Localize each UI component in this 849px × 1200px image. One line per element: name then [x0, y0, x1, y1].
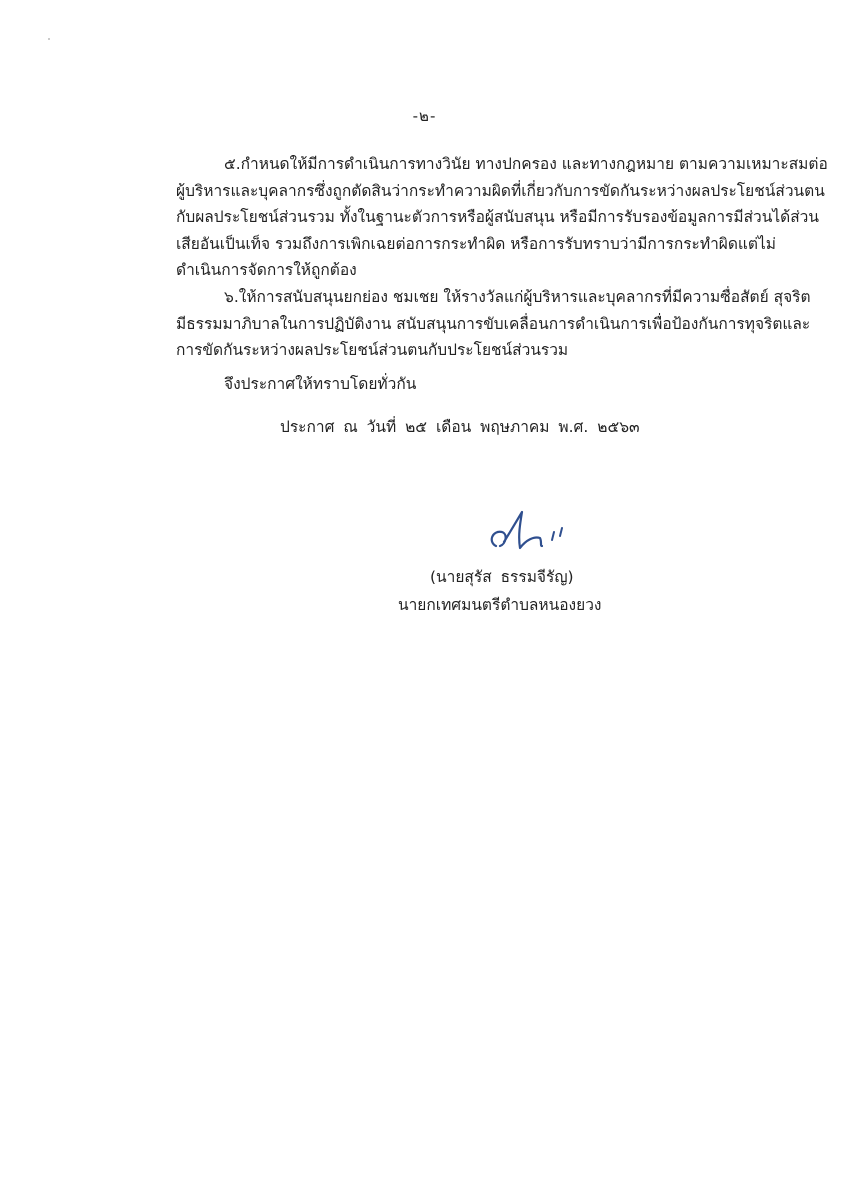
clause-5 [176, 151, 828, 284]
clause-5-line: ผู้บริหารและบุคลากรซึ่งถูกตัดสินว่ากระทำความผิดที่เกี่ยวกับการขัดกันระหว่างผลประโยชน์ส่วนตน [176, 181, 825, 200]
signature-tick [552, 532, 554, 540]
clause-6-line: มีธรรมมาภิบาลในการปฏิบัติงาน สนับสนุนการขับเคลื่อนการดำเนินการเพื่อป้องกันการทุจริตและ [176, 314, 811, 333]
clause-5-line: ดำเนินการจัดการให้ถูกต้อง [176, 261, 357, 279]
clause-6-line: ๖.ให้การสนับสนุนยกย่อง ชมเชย ให้รางวัลแก่ผู้บริหารและบุคลากรที่มีความซื่อสัตย์ สุจริต [224, 288, 811, 306]
scan-speck [48, 38, 50, 40]
page-number: -๒- [412, 107, 437, 125]
signer-name: (นายสุรัส ธรรมจีรัญ) [430, 568, 574, 586]
signer-title: นายกเทศมนตรีตำบลหนองยวง [398, 596, 602, 614]
signature-mark [482, 502, 572, 562]
clause-5-line: ๕.กำหนดให้มีการดำเนินการทางวินัย ทางปกครอง และทางกฎหมาย ตามความเหมาะสมต่อ [224, 155, 828, 173]
closing-statement: จึงประกาศให้ทราบโดยทั่วกัน [224, 375, 417, 393]
clause-6-line: การขัดกันระหว่างผลประโยชน์ส่วนตนกับประโยชน์ส่วนรวม [176, 341, 569, 359]
signature-stroke [492, 512, 542, 548]
signature-tick [560, 528, 562, 536]
clause-6 [176, 284, 811, 364]
clause-5-line: กับผลประโยชน์ส่วนรวม ทั้งในฐานะตัวการหรือผู้สนับสนุน หรือมีการรับรองข้อมูลการมีส่วนได้ส่วน [176, 208, 819, 226]
announcement-date: ประกาศ ณ วันที่ ๒๕ เดือน พฤษภาคม พ.ศ. ๒๕๖๓ [280, 418, 640, 436]
clause-5-line: เสียอันเป็นเท็จ รวมถึงการเพิกเฉยต่อการกระทำผิด หรือการรับทราบว่ามีการกระทำผิดแต่ไม่ [176, 234, 776, 253]
